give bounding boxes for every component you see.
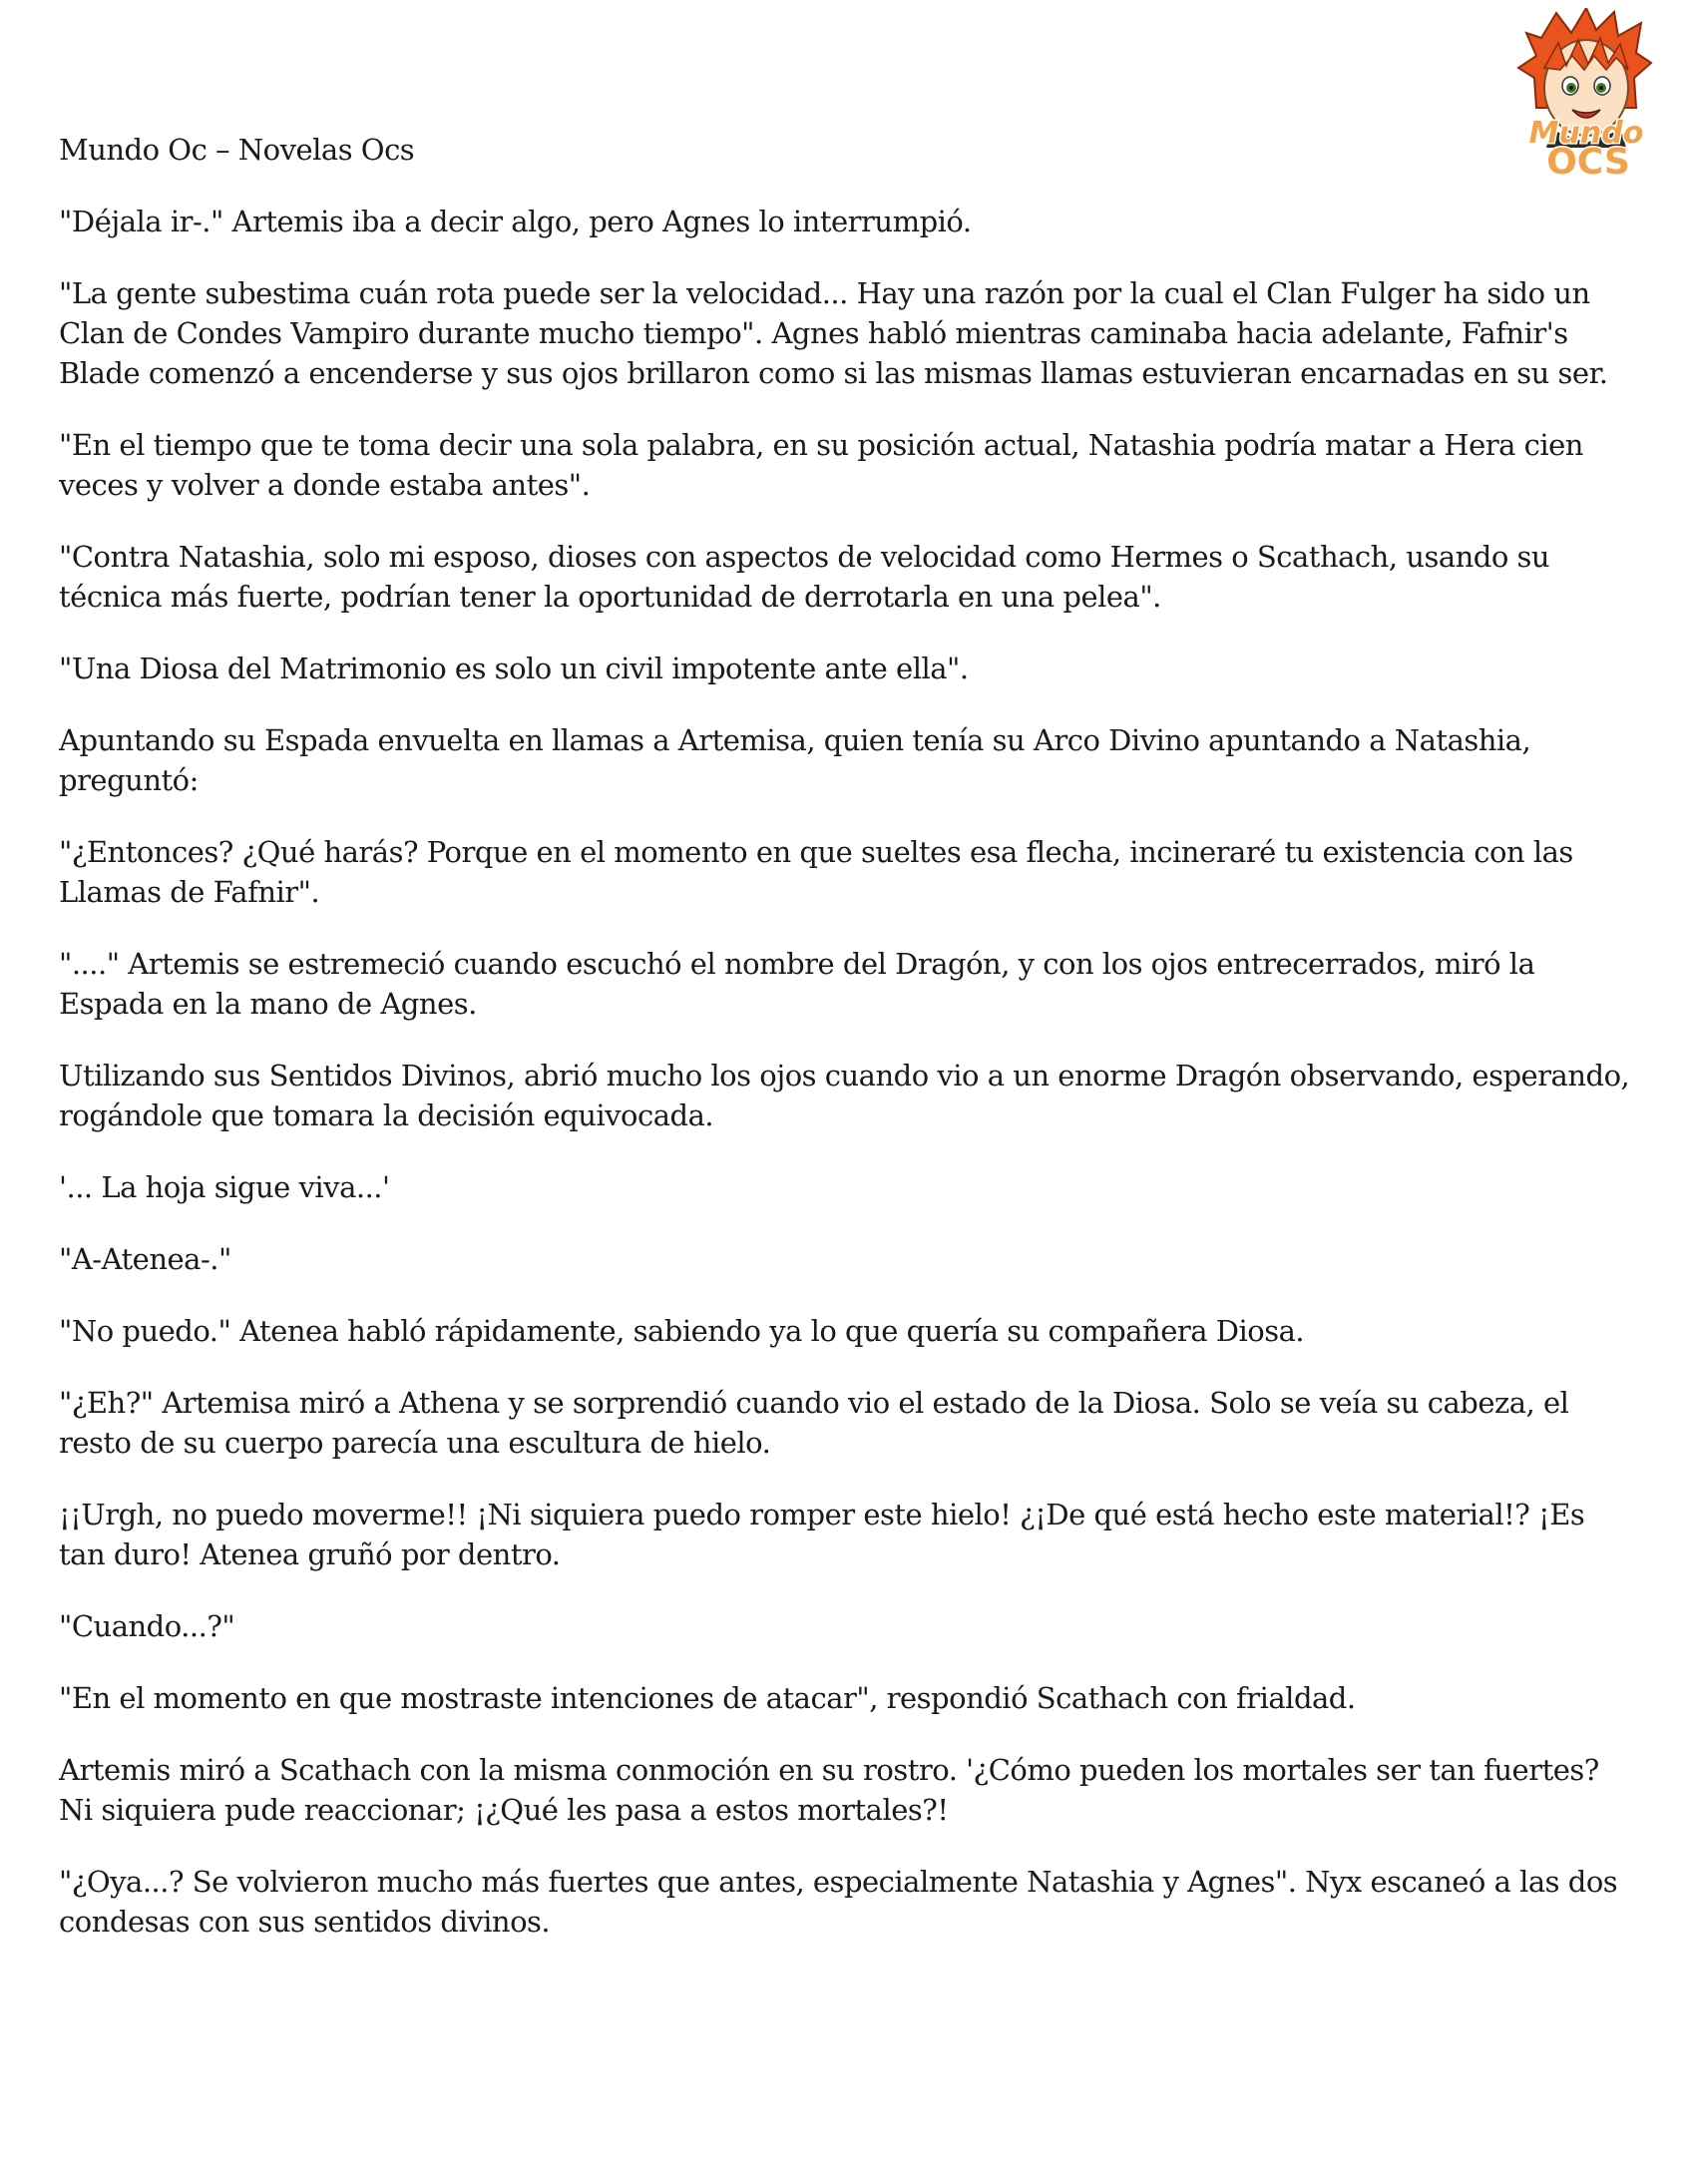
paragraph: "Cuando...?" — [59, 1609, 235, 1643]
paragraph: "¿Entonces? ¿Qué harás? Porque en el momento en que sueltes esa flecha, incineraré tu existencia con las Llamas de Fafnir". — [59, 835, 1573, 909]
paragraph: "...." Artemis se estremeció cuando escuchó el nombre del Dragón, y con los ojos entrecerrados, miró la Espada en la mano de Agnes. — [59, 947, 1535, 1021]
paragraph: "Contra Natashia, solo mi esposo, dioses con aspectos de velocidad como Hermes o Scathach, usando su técnica más fuerte, podrían tener la oportunidad de derrotarla en una pelea". — [59, 540, 1550, 614]
paragraph: ¡¡Urgh, no puedo moverme!! ¡Ni siquiera puedo romper este hielo! ¿¡De qué está hecho este material!? ¡Es tan duro! Atenea gruñó por dentro. — [59, 1498, 1585, 1571]
paragraph: Utilizando sus Sentidos Divinos, abrió mucho los ojos cuando vio a un enorme Dragón observando, esperando, rogándole que tomara la decisión equivocada. — [59, 1059, 1630, 1132]
paragraph: "Una Diosa del Matrimonio es solo un civil impotente ante ella". — [59, 652, 969, 685]
paragraph: "Déjala ir-." Artemis iba a decir algo, pero Agnes lo interrumpió. — [59, 205, 972, 238]
paragraph: Artemis miró a Scathach con la misma conmoción en su rostro. '¿Cómo pueden los mortales ser tan fuertes? Ni siquiera pude reaccionar; ¡¿Qué les pasa a estos mortales?! — [59, 1753, 1599, 1827]
paragraph: "A-Atenea-." — [59, 1242, 231, 1276]
paragraph: "En el tiempo que te toma decir una sola palabra, en su posición actual, Natashia podría matar a Hera cien veces y volver a donde estaba antes". — [59, 428, 1583, 502]
paragraph: "¿Eh?" Artemisa miró a Athena y se sorprendió cuando vio el estado de la Diosa. Solo se veía su cabeza, el resto de su cuerpo parecía una escultura de hielo. — [59, 1386, 1569, 1460]
paragraph: "¿Oya...? Se volvieron mucho más fuertes que antes, especialmente Natashia y Agnes". Nyx escaneó a las dos condesas con sus sentidos divinos. — [59, 1865, 1618, 1939]
paragraph: "En el momento en que mostraste intenciones de atacar", respondió Scathach con frialdad. — [59, 1681, 1356, 1715]
paragraph: "La gente subestima cuán rota puede ser la velocidad... Hay una razón por la cual el Clan Fulger ha sido un Clan de Condes Vampiro durante mucho tiempo". Agnes habló mientras caminaba hacia adelante, Fafnir's Blade comenzó a encenderse y sus ojos brillaron como si las mismas llamas estuvieran encarnadas en su ser. — [59, 276, 1608, 390]
logo-text-ocs: OCS — [1546, 142, 1630, 183]
logo-text-mundo: Mundo — [1528, 116, 1644, 151]
paragraph: Apuntando su Espada envuelta en llamas a Artemisa, quien tenía su Arco Divino apuntando a Natashia, preguntó: — [59, 723, 1531, 797]
document-header-title: Mundo Oc – Novelas Ocs — [59, 133, 415, 167]
document-body — [59, 130, 1635, 1973]
paragraph: "No puedo." Atenea habló rápidamente, sabiendo ya lo que quería su compañera Diosa. — [59, 1314, 1305, 1348]
paragraph: '... La hoja sigue viva...' — [59, 1170, 390, 1204]
